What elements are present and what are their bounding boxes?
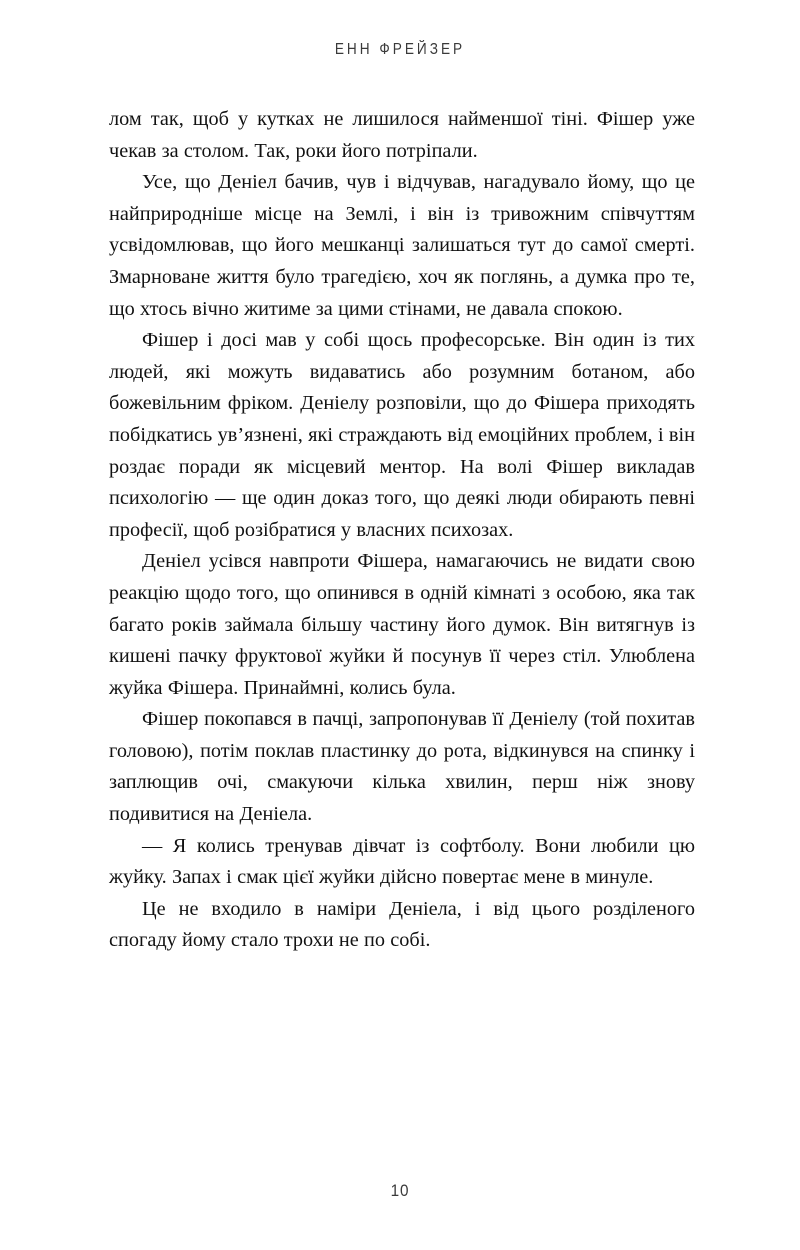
paragraph: Усе, що Деніел бачив, чув і відчував, нагадувало йому, що це найприродніше місце на Землі, і він із тривожним співчуттям усвідомлював, що його мешканці залишаться тут до самої смерті. Змарноване життя було трагедією, хоч як поглянь, а думка про те, що хтось вічно житиме за цими стінами, не давала спокою. (109, 171, 695, 320)
body-text-block (109, 104, 695, 957)
paragraph: Деніел усівся навпроти Фішера, намагаючись не видати свою реакцію щодо того, що опинився в одній кімнаті з особою, яка так багато років займала більшу частину його думок. Він витягнув із кишені пачку фруктової жуйки й посунув її через стіл. Улюблена жуйка Фішера. Принаймні, колись була. (109, 550, 695, 699)
page-number: 10 (390, 1181, 410, 1200)
paragraph: Фішер і досі мав у собі щось професорське. Він один із тих людей, які можуть видаватись або розумним ботаном, або божевільним фріком. Деніелу розповіли, що до Фішера приходять побідкатись ув’язнені, які страждають від емоційних проблем, і він роздає поради як місцевий ментор. На волі Фішер викладав психологію — ще один доказ того, що деякі люди обирають певні професії, щоб розібратися у власних психозах. (109, 329, 695, 541)
paragraph: Це не входило в наміри Деніела, і від цього розділеного спогаду йому стало трохи не по собі. (109, 897, 695, 952)
paragraph: лом так, щоб у кутках не лишилося найменшої тіні. Фішер уже чекав за столом. Так, роки його потріпали. (109, 108, 695, 162)
running-head-author: ЕНН ФРЕЙЗЕР (334, 41, 466, 58)
paragraph: — Я колись тренував дівчат із софтболу. Вони любили цю жуйку. Запах і смак цієї жуйки дійсно повертає мене в минуле. (109, 834, 695, 889)
paragraph: Фішер покопався в пачці, запропонував її Деніелу (той похитав головою), потім поклав пластинку до рота, відкинувся на спинку і заплющив очі, смакуючи кілька хвилин, перш ніж знову подивитися на Деніела. (109, 708, 695, 826)
